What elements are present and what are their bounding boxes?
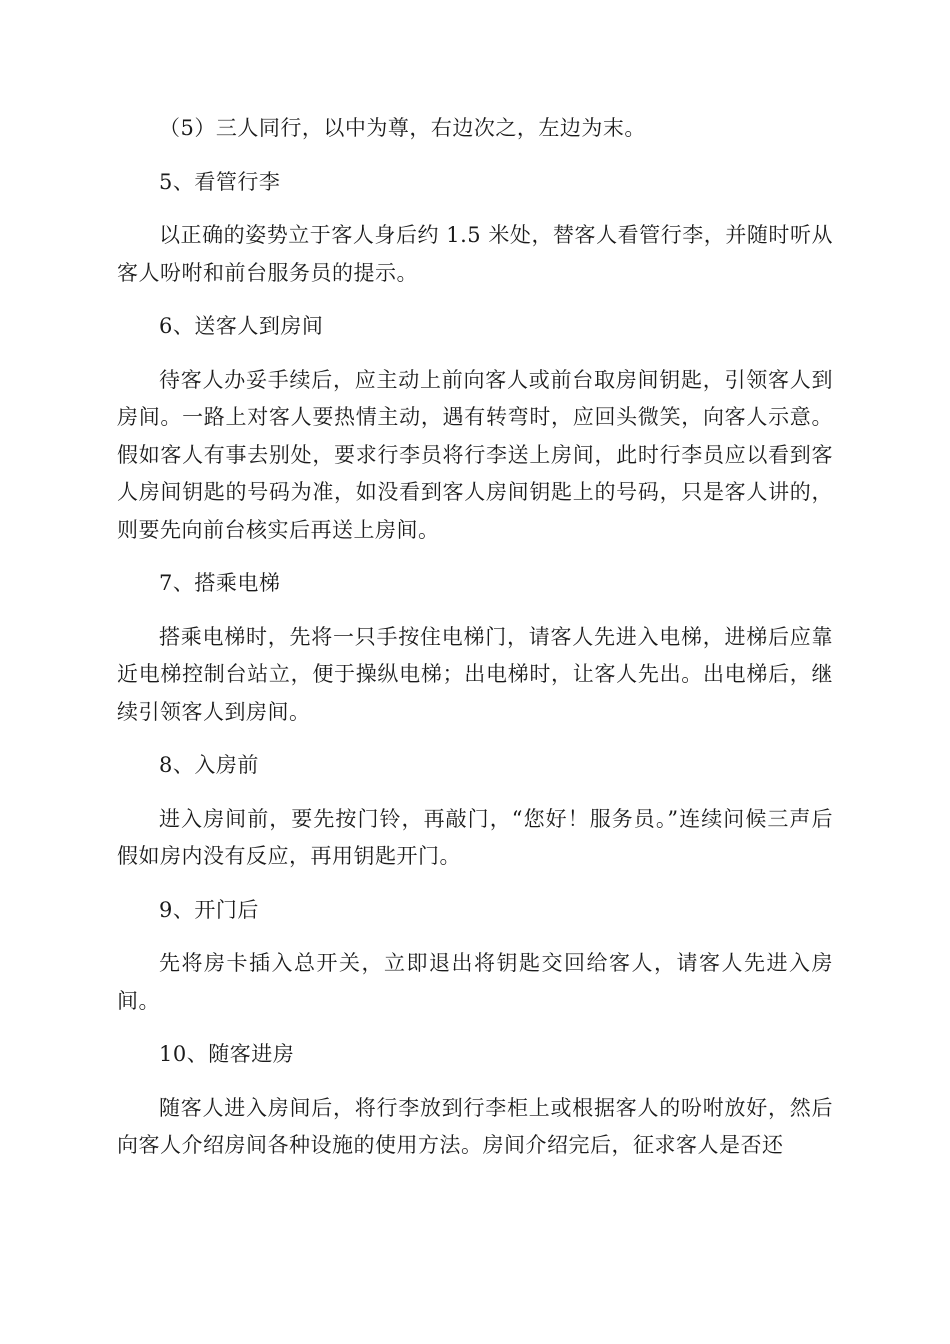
heading-before-entering: 8、入房前 bbox=[159, 753, 259, 777]
paragraph-three-walking-order: （5）三人同行，以中为尊，右边次之，左边为末。 bbox=[159, 116, 646, 140]
heading-after-opening: 9、开门后 bbox=[159, 897, 259, 922]
paragraph-take-elevator: 搭乘电梯时，先将一只手按住电梯门，请客人先进入电梯，进梯后应靠近电梯控制台站立，便于操纵电梯；出电梯时，让客人先出。出电梯后，继续引领客人到房间。 bbox=[117, 624, 833, 724]
paragraph-after-opening: 先将房卡插入总开关，立即退出将钥匙交回给客人，请客人先进入房间。 bbox=[117, 951, 833, 1013]
paragraph-escort-to-room: 待客人办妥手续后，应主动上前向客人或前台取房间钥匙，引领客人到房间。一路上对客人要热情主动，遇有转弯时，应回头微笑，向客人示意。假如客人有事去别处，要求行李员将行李送上房间，此时行李员应以看到客人房间钥匙的号码为准，如没看到客人房间钥匙上的号码，只是客人讲的，则要先向前台核实后再送上房间。 bbox=[117, 367, 833, 542]
document-page bbox=[117, 110, 833, 1181]
paragraph-watch-luggage: 以正确的姿势立于客人身后约 1.5 米处，替客人看管行李，并随时听从客人吩咐和前台服务员的提示。 bbox=[117, 223, 833, 285]
paragraph-follow-guest-in: 随客人进入房间后，将行李放到行李柜上或根据客人的吩咐放好，然后向客人介绍房间各种设施的使用方法。房间介绍完后，征求客人是否还 bbox=[117, 1095, 833, 1157]
heading-escort-to-room: 6、送客人到房间 bbox=[159, 314, 324, 338]
heading-follow-guest-in: 10、随客进房 bbox=[159, 1042, 295, 1066]
heading-take-elevator: 7、搭乘电梯 bbox=[159, 571, 281, 595]
heading-watch-luggage: 5、看管行李 bbox=[159, 169, 281, 194]
paragraph-before-entering: 进入房间前，要先按门铃，再敲门，“您好！服务员。”连续问候三声后假如房内没有反应，再用钥匙开门。 bbox=[117, 806, 833, 868]
